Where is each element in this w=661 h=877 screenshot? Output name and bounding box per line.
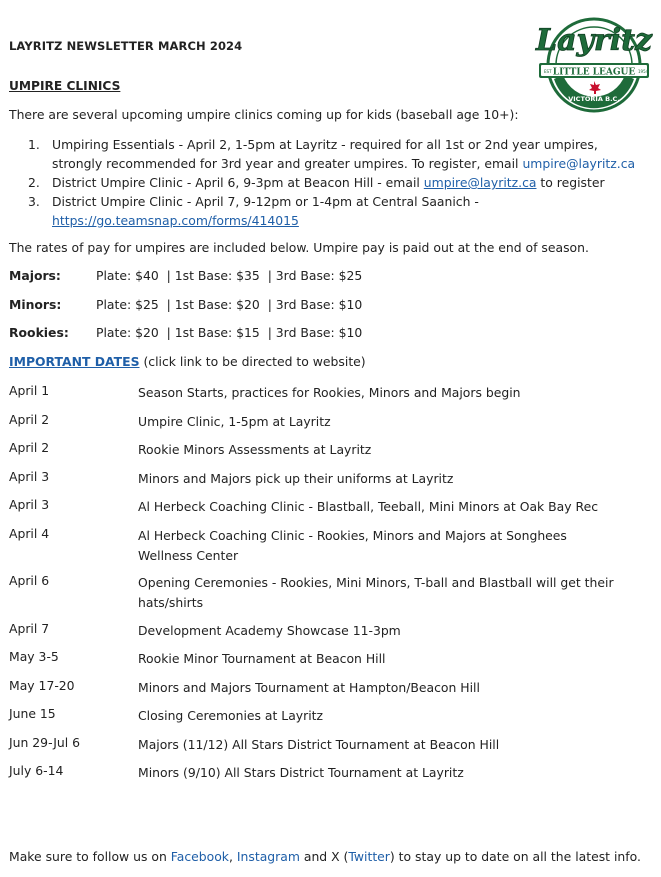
date-cell: May 17-20 [9, 678, 75, 693]
event-cell: Development Academy Showcase 11-3pm [138, 623, 401, 638]
facebook-link[interactable]: Facebook [170, 849, 229, 864]
footer-text: , [228, 849, 237, 864]
newsletter-title: LAYRITZ NEWSLETTER MARCH 2024 [9, 39, 243, 53]
umpire-clinics-heading: UMPIRE CLINICS [9, 79, 121, 93]
list-item [28, 192, 648, 230]
email-link[interactable]: umpire@layritz.ca [423, 175, 537, 190]
rate-row-rookies [9, 325, 649, 343]
list-number: 3. [28, 194, 40, 209]
important-dates-link[interactable]: IMPORTANT DATES [9, 354, 140, 369]
email-link[interactable]: umpire@layritz.ca [522, 156, 636, 171]
umpire-intro: There are several upcoming umpire clinics coming up for kids (baseball age 10+): [9, 107, 519, 122]
footer-text: Make sure to follow us on [9, 849, 171, 864]
event-cell: Minors (9/10) All Stars District Tournament at Layritz [138, 765, 464, 780]
event-cell: Umpire Clinic, 1-5pm at Layritz [138, 414, 331, 429]
list-item [28, 173, 648, 192]
date-cell: April 3 [9, 469, 50, 484]
rate-label: Majors: [9, 268, 61, 283]
date-cell: May 3-5 [9, 649, 59, 664]
rate-value: Plate: $40 | 1st Base: $35 | 3rd Base: $25 [96, 268, 363, 283]
rate-value: Plate: $20 | 1st Base: $15 | 3rd Base: $10 [96, 325, 363, 340]
rate-label: Rookies: [9, 325, 69, 340]
list-number: 1. [28, 137, 40, 152]
date-cell: April 3 [9, 497, 50, 512]
footer [9, 849, 641, 864]
layritz-little-league-logo [525, 5, 661, 117]
date-cell: April 7 [9, 621, 50, 636]
event-cell: Rookie Minor Tournament at Beacon Hill [138, 651, 386, 666]
date-cell: April 1 [9, 383, 50, 398]
list-item [28, 135, 648, 173]
rate-value: Plate: $25 | 1st Base: $20 | 3rd Base: $10 [96, 297, 363, 312]
date-cell: April 2 [9, 412, 50, 427]
event-cell: Al Herbeck Coaching Clinic - Rookies, Minors and Majors at Songhees Wellness Center [138, 528, 567, 563]
footer-text: ) to stay up to date on all the latest info. [389, 849, 641, 864]
event-cell: Opening Ceremonies - Rookies, Mini Minors, T-ball and Blastball will get their hats/shirts [138, 575, 614, 610]
list-number: 2. [28, 175, 40, 190]
rate-label: Minors: [9, 297, 62, 312]
date-cell: April 6 [9, 573, 50, 588]
event-cell: Minors and Majors Tournament at Hampton/Beacon Hill [138, 680, 480, 695]
event-cell: Minors and Majors pick up their uniforms at Layritz [138, 471, 454, 486]
logo-year-text: 1954 [638, 69, 649, 74]
clinic-after-text: to register [536, 175, 605, 190]
instagram-link[interactable]: Instagram [236, 849, 300, 864]
footer-text: and X ( [299, 849, 349, 864]
date-cell: Jun 29-Jul 6 [9, 735, 80, 750]
important-dates-note: (click link to be directed to website) [139, 354, 366, 369]
rate-row-majors [9, 268, 649, 286]
event-cell: Al Herbeck Coaching Clinic - Blastball, Teeball, Mini Minors at Oak Bay Rec [138, 499, 599, 514]
event-cell: Majors (11/12) All Stars District Tournament at Beacon Hill [138, 737, 500, 752]
logo-league-text: LITTLE LEAGUE [552, 67, 636, 78]
twitter-link[interactable]: Twitter [348, 849, 390, 864]
date-cell: June 15 [9, 706, 56, 721]
clinic-text: District Umpire Clinic - April 7, 9-12pm or 1-4pm at Central Saanich - [52, 194, 479, 209]
rates-intro: The rates of pay for umpires are included below. Umpire pay is paid out at the end of season. [9, 240, 589, 255]
important-dates-heading [9, 354, 366, 369]
clinic-text: Umpiring Essentials - April 2, 1-5pm at Layritz - required for all 1st or 2nd year umpires, strongly recommended for 3rd year and greater umpires. To register, email [52, 137, 598, 171]
clinic-text: District Umpire Clinic - April 6, 9-3pm at Beacon Hill - email [52, 175, 424, 190]
logo-city-text: VICTORIA B.C. [568, 95, 620, 103]
date-cell: April 2 [9, 440, 50, 455]
event-cell: Closing Ceremonies at Layritz [138, 708, 324, 723]
clinic-list [28, 135, 648, 230]
event-cell: Season Starts, practices for Rookies, Minors and Majors begin [138, 385, 521, 400]
logo-name-text: Layritz [535, 23, 653, 58]
date-cell: July 6-14 [9, 763, 64, 778]
rate-row-minors [9, 297, 649, 315]
logo-est-text: EST [544, 69, 552, 74]
event-cell: Rookie Minors Assessments at Layritz [138, 442, 372, 457]
date-cell: April 4 [9, 526, 50, 541]
teamsnap-link[interactable]: https://go.teamsnap.com/forms/414015 [52, 213, 299, 228]
